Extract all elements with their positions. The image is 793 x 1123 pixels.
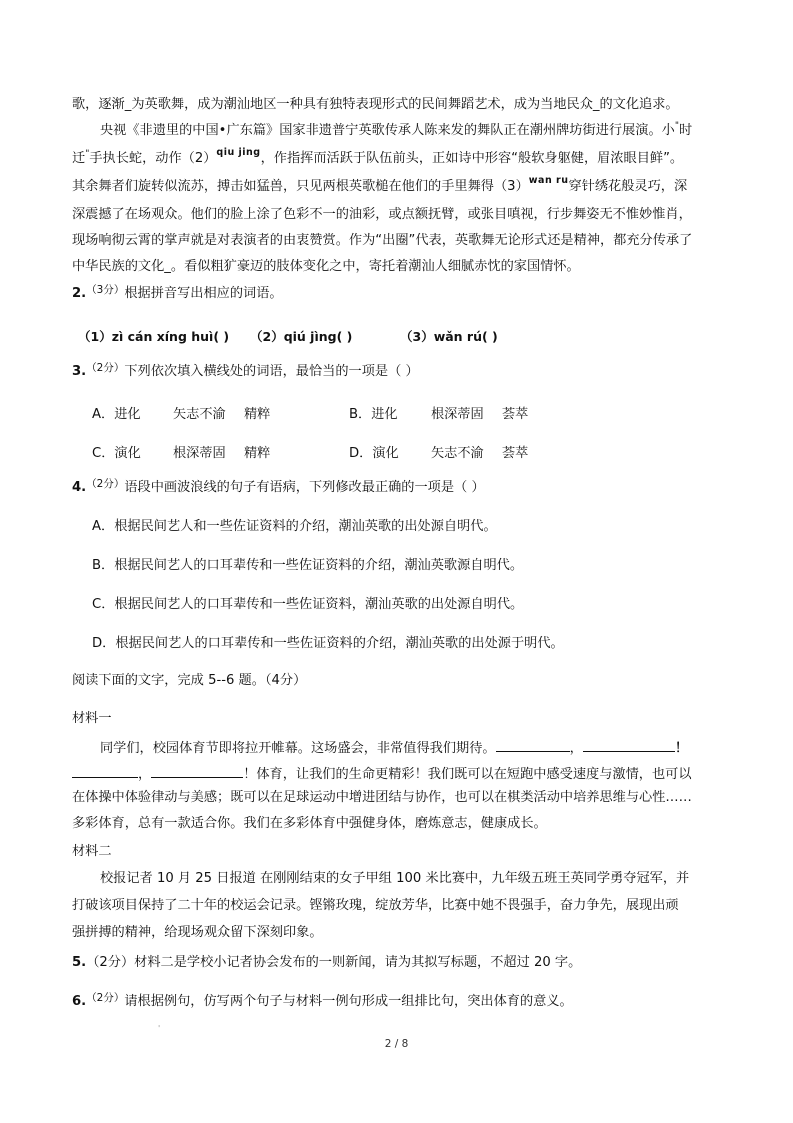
passage-line-3-text: 手执长蛇，动作（2）	[89, 151, 217, 166]
question-2-text: 根据拼音写出相应的词语。	[124, 286, 283, 301]
question-4-text: 语段中画波浪线的句子有语病，下列修改最正确的一项是（ ）	[124, 480, 485, 495]
passage-line-4-text: 其余舞者们旋转似流苏，搏击如猛兽，只见两根英歌槌在他们的手里舞得（3）	[72, 179, 529, 194]
blank-3[interactable]	[72, 763, 138, 778]
material-1-line-3: 在体操中体验律动与美感；既可以在足球运动中增进团结与协作，也可以在棋类活动中培养思维与心性……	[72, 790, 692, 805]
question-4-score: （2分）	[86, 478, 125, 490]
passage-line-7: 中华民族的文化_。看似粗犷豪迈的肢体变化之中，寄托着潮汕人细腻赤忱的家国情怀。	[72, 259, 580, 274]
material-2-line-2: 打破该项目保持了二十年的校运会记录。铿锵玫瑰，绽放芳华，比赛中她不畏强手，奋力争先，展现出顽	[72, 898, 679, 913]
option-a-word-2: 矢志不渝	[173, 407, 226, 422]
material-1-line-4: 多彩体育，总有一款适合你。我们在多彩体育中强健身体，磨炼意志，健康成长。	[72, 816, 547, 831]
question-6-number: 6.	[72, 994, 87, 1009]
pinyin-item-1[interactable]: （1）zì cán xíng huì( )	[78, 329, 230, 344]
passage-line-1: 歌，逐渐_为英歌舞，成为潮汕地区一种具有独特表现形式的民间舞蹈艺术，成为当地民众_的文化追求。	[72, 97, 679, 112]
option-c-word-3: 精粹	[244, 446, 271, 461]
page-number: 2 / 8	[384, 1038, 409, 1050]
question-5	[72, 954, 581, 972]
scan-mark: '	[158, 1024, 161, 1033]
question-4	[72, 479, 485, 497]
option-b-word-3: 荟萃	[502, 407, 529, 422]
pinyin-2: qiu jing	[216, 147, 261, 158]
question-2-score: （3分）	[86, 284, 125, 296]
option-c-label[interactable]: C．演化	[92, 446, 141, 461]
passage-line-2: 央视《非遗里的中国•广东篇》国家非遗普宁英歌传承人陈来发的舞队正在潮州牌坊街进行展演。小"时	[100, 121, 693, 138]
option-d-label[interactable]: D．演化	[349, 446, 399, 461]
question-3-score: （2分）	[86, 362, 125, 374]
option-a-label[interactable]: A．进化	[92, 407, 141, 422]
material-1-text-1: 同学们，校园体育节即将拉开帷幕。这场盛会，非常值得我们期待。	[100, 741, 496, 756]
question-4-number: 4.	[72, 480, 87, 495]
passage-line-3-start: 迁	[72, 151, 86, 166]
passage-line-5: 深震撼了在场观众。他们的脸上涂了色彩不一的油彩，或点额抚臂，或张目嗔视，行步舞姿无不惟妙惟肖，	[72, 207, 692, 222]
passage-line-4	[72, 175, 688, 197]
question-5-score: （2分）	[86, 955, 135, 970]
question-2-number: 2.	[72, 286, 87, 301]
passage-line-4-end: 穿针绣花般灵巧，深	[568, 179, 688, 194]
passage-line-6: 现场响彻云霄的掌声就是对表演者的由衷赞赏。作为“出圈”代表，英歌舞无论形式还是精神，都充分传承了	[72, 233, 693, 248]
question-6-text: 请根据例句，仿写两个句子与材料一例句形成一组排比句，突出体育的意义。	[124, 994, 573, 1009]
question-4-option-b[interactable]: B．根据民间艺人的口耳辈传和一些佐证资料的介绍，潮汕英歌源自明代。	[92, 558, 524, 573]
option-b-word-2: 根深蒂固	[431, 407, 484, 422]
option-d-word-3: 荟萃	[502, 446, 529, 461]
material-1-line-2: ， ！体育，让我们的生命更精彩！我们既可以在短跑中感受速度与激情，也可以	[72, 763, 692, 784]
passage-line-3-end: ，作指挥而活跃于队伍前头，正如诗中形容“般软身躯健，眉浓眼目鲜”。	[260, 151, 684, 166]
question-3	[72, 363, 419, 381]
option-d-word-2: 矢志不渝	[431, 446, 484, 461]
option-c-word-2: 根深蒂固	[173, 446, 226, 461]
passage-line-2-text: 央视《非遗里的中国•广东篇》国家非遗普宁英歌传承人陈来发的舞队正在潮州牌坊街进行展演。小	[100, 123, 675, 138]
question-4-option-d[interactable]: D．根据民间艺人的口耳辈传和一些佐证资料的介绍，潮汕英歌的出处源于明代。	[92, 636, 564, 651]
blank-2[interactable]	[583, 737, 675, 752]
question-5-text: 材料二是学校小记者协会发布的一则新闻，请为其拟写标题，不超过 20 字。	[134, 955, 582, 970]
passage-line-2-tail: 时	[678, 123, 693, 138]
question-3-number: 3.	[72, 364, 87, 379]
material-2-title: 材料二	[72, 844, 112, 859]
question-6	[72, 993, 573, 1011]
passage-line-3: 迁"手执长蛇，动作$(2)^{qiu jing}$，作指挥而活跃于队伍前头，正如诗中形容“般软身躯健，眉浓眼目鲜”。	[72, 147, 684, 166]
blank-4[interactable]	[151, 763, 243, 778]
material-2-line-1: 校报记者 10 月 25 日报道 在刚刚结束的女子甲组 100 米比赛中，九年级五班王英同学勇夺冠军，并	[100, 871, 690, 886]
question-3-text: 下列依次填入横线处的词语，最恰当的一项是（ ）	[124, 364, 419, 379]
material-1-text-2: ！体育，让我们的生命更精彩！我们既可以在短跑中感受速度与激情，也可以	[243, 767, 692, 782]
question-2	[72, 285, 283, 303]
question-4-option-c[interactable]: C．根据民间艺人的口耳辈传和一些佐证资料，潮汕英歌的出处源自明代。	[92, 597, 524, 612]
pinyin-item-2[interactable]: （2）qiú jìng( )	[250, 329, 353, 344]
option-b-label[interactable]: B．进化	[349, 407, 398, 422]
option-a-word-3: 精粹	[244, 407, 271, 422]
material-1-title: 材料一	[72, 711, 112, 726]
question-4-option-a[interactable]: A．根据民间艺人和一些佐证资料的介绍，潮汕英歌的出处源自明代。	[92, 519, 497, 534]
reading-instruction: 阅读下面的文字，完成 5--6 题。（4分）	[72, 673, 307, 688]
material-1-line-1: 同学们，校园体育节即将拉开帷幕。这场盛会，非常值得我们期待。 ， ！	[100, 737, 688, 758]
pinyin-item-3[interactable]: （3）wǎn rú( )	[400, 329, 498, 344]
question-6-score: （2分）	[86, 992, 125, 1004]
blank-1[interactable]	[496, 737, 570, 752]
question-5-number: 5.	[72, 955, 87, 970]
material-2-line-3: 强拼搏的精神，给现场观众留下深刻印象。	[72, 925, 323, 940]
pinyin-3: wan ru	[528, 175, 569, 186]
